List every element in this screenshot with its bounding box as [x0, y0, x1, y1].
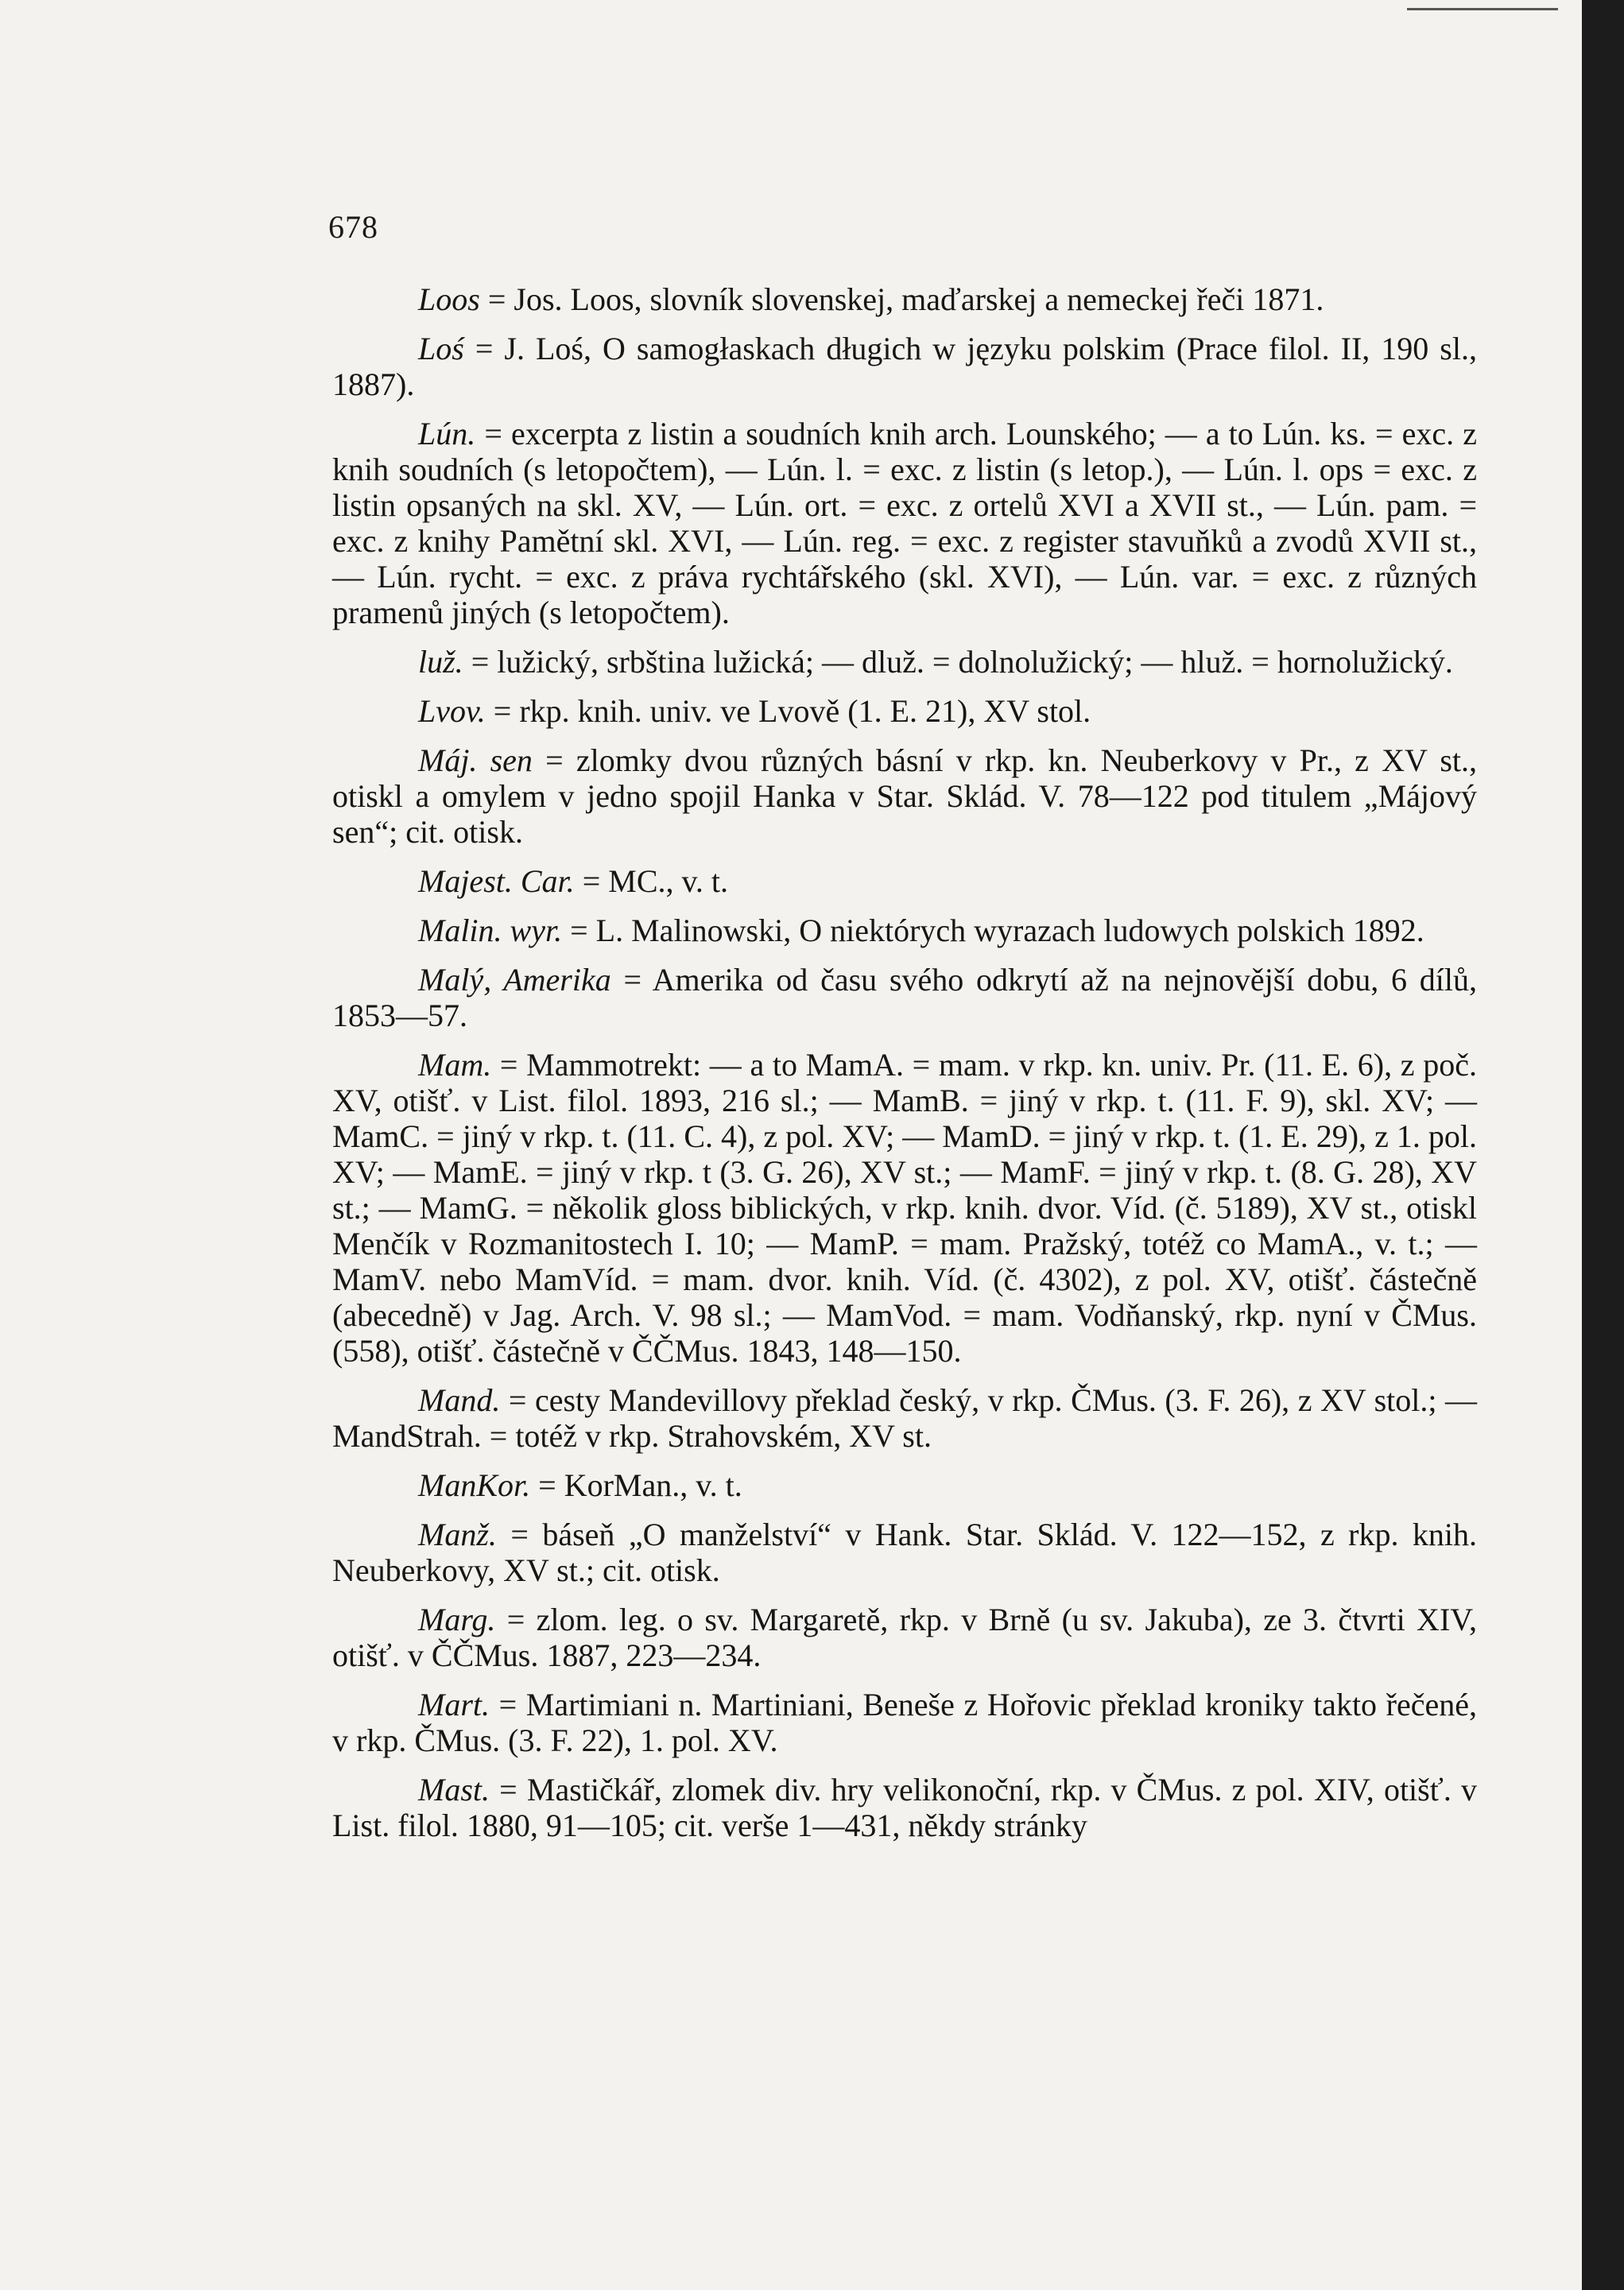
entry-manz	[332, 1517, 1477, 1588]
entry-definition: = cesty Mandevillovy překlad český, v rkp. ČMus. (3. F. 26), z XV stol.; — MandStrah. = totéž v rkp. Strahovském, XV st.	[332, 1382, 1477, 1454]
entry-los	[332, 331, 1477, 402]
entry-mankor	[332, 1467, 1477, 1503]
entry-mart	[332, 1687, 1477, 1758]
entry-loos	[332, 281, 1477, 317]
entry-definition: = rkp. knih. univ. ve Lvově (1. E. 21), XV stol.	[485, 693, 1091, 729]
entry-definition: = Mastičkář, zlomek div. hry velikonoční, rkp. v ČMus. z pol. XIV, otišť. v List. filol. 1880, 91—105; cit. verše 1—431, někdy stránky	[332, 1772, 1477, 1843]
entry-term: Mast.	[418, 1772, 490, 1808]
top-edge-mark	[1407, 8, 1558, 10]
entry-term: Mam.	[418, 1047, 492, 1083]
entry-definition: = KorMan., v. t.	[530, 1467, 742, 1503]
entry-definition: = Mammotrekt: — a to MamA. = mam. v rkp. kn. univ. Pr. (11. E. 6), z poč. XV, otišť. v List. filol. 1893, 216 sl.; — MamB. = jiný v rkp. t. (11. F. 9), skl. XV; — MamC. = jiný v rkp. t. (11. C. 4), z pol. XV; — MamD. = jiný v rkp. t. (1. E. 29), z 1. pol. XV; — MamE. = jiný v rkp. t (3. G. 26), XV st.; — MamF. = jiný v rkp. t. (8. G. 28), XV st.; — MamG. = několik gloss biblických, v rkp. knih. dvor. Víd. (č. 5189), XV st., otiskl Menčík v Rozmanitostech I. 10; — MamP. = mam. Pražský, totéž co MamA., v. t.; — MamV. nebo MamVíd. = mam. dvor. knih. Víd. (č. 4302), z pol. XV, otišť. částečně (abecedně) v Jag. Arch. V. 98 sl.; — MamVod. = mam. Vodňanský, rkp. nyní v ČMus. (558), otišť. částečně v ČČMus. 1843, 148—150.	[332, 1047, 1477, 1369]
entry-mand	[332, 1382, 1477, 1454]
entry-lvov	[332, 693, 1477, 729]
entry-term: luž.	[418, 644, 463, 680]
entry-definition: = Jos. Loos, slovník slovenskej, maďarskej a nemeckej řeči 1871.	[479, 281, 1324, 317]
entry-definition: = Martimiani n. Martiniani, Beneše z Hořovic překlad kroniky takto řečené, v rkp. ČMus. (3. F. 22), 1. pol. XV.	[332, 1687, 1477, 1758]
entry-mam	[332, 1047, 1477, 1369]
entry-luz	[332, 644, 1477, 680]
entry-term: Malin. wyr.	[418, 913, 563, 948]
entry-definition: = báseň „O manželství“ v Hank. Star. Sklád. V. 122—152, z rkp. knih. Neuberkovy, XV st.; cit. otisk.	[332, 1517, 1477, 1588]
entry-term: Máj. sen	[418, 742, 533, 778]
entry-definition: = zlom. leg. o sv. Margaretě, rkp. v Brně (u sv. Jakuba), ze 3. čtvrti XIV, otišť. v ČČMus. 1887, 223—234.	[332, 1602, 1477, 1673]
entry-term: Majest. Car.	[418, 863, 575, 899]
page-number: 678	[328, 209, 378, 245]
entry-term: Lún.	[418, 416, 476, 451]
entry-definition: = excerpta z listin a soudních knih arch. Lounského; — a to Lún. ks. = exc. z knih soudních (s letopočtem), — Lún. l. = exc. z listin (s letop.), — Lún. l. ops = exc. z listin opsaných na skl. XV, — Lún. ort. = exc. z ortelů XVI a XVII st., — Lún. pam. = exc. z knihy Pamětní skl. XVI, — Lún. reg. = exc. z register stavuňků a zvodů XVII st., — Lún. rycht. = exc. z práva rychtářského (skl. XVI), — Lún. var. = exc. z různých pramenů jiných (s letopočtem).	[332, 416, 1477, 630]
entry-definition: = MC., v. t.	[574, 863, 729, 899]
entry-definition: = lužický, srbština lužická; — dluž. = dolnolužický; — hluž. = hornolužický.	[463, 644, 1453, 680]
entry-term: Manž.	[418, 1517, 497, 1552]
entry-definition: = L. Malinowski, O niektórych wyrazach ludowych polskich 1892.	[562, 913, 1424, 948]
entry-term: Mand.	[418, 1382, 501, 1418]
entry-majest-car	[332, 863, 1477, 899]
entry-mast	[332, 1772, 1477, 1843]
entry-term: Marg.	[418, 1602, 496, 1637]
entry-term: Loś	[418, 331, 464, 366]
entry-term: ManKor.	[418, 1467, 531, 1503]
entry-term: Malý, Amerika	[418, 962, 611, 998]
entry-malin-wyr	[332, 913, 1477, 948]
entry-maly-amerika	[332, 962, 1477, 1033]
entry-marg	[332, 1602, 1477, 1673]
entry-definition: = Amerika od času svého odkrytí až na nejnovější dobu, 6 dílů, 1853—57.	[332, 962, 1477, 1033]
entry-term: Mart.	[418, 1687, 490, 1722]
entry-definition: = zlomky dvou různých básní v rkp. kn. Neuberkovy v Pr., z XV st., otiskl a omylem v jedno spojil Hanka v Star. Sklád. V. 78—122 pod titulem „Májový sen“; cit. otisk.	[332, 742, 1477, 850]
dictionary-abbreviation-list	[332, 281, 1477, 1857]
entry-term: Loos	[418, 281, 480, 317]
entry-definition: = J. Loś, O samogłaskach długich w języku polskim (Prace filol. II, 190 sl., 1887).	[332, 331, 1477, 402]
entry-lun	[332, 416, 1477, 630]
entry-term: Lvov.	[418, 693, 486, 729]
entry-maj-sen	[332, 742, 1477, 850]
